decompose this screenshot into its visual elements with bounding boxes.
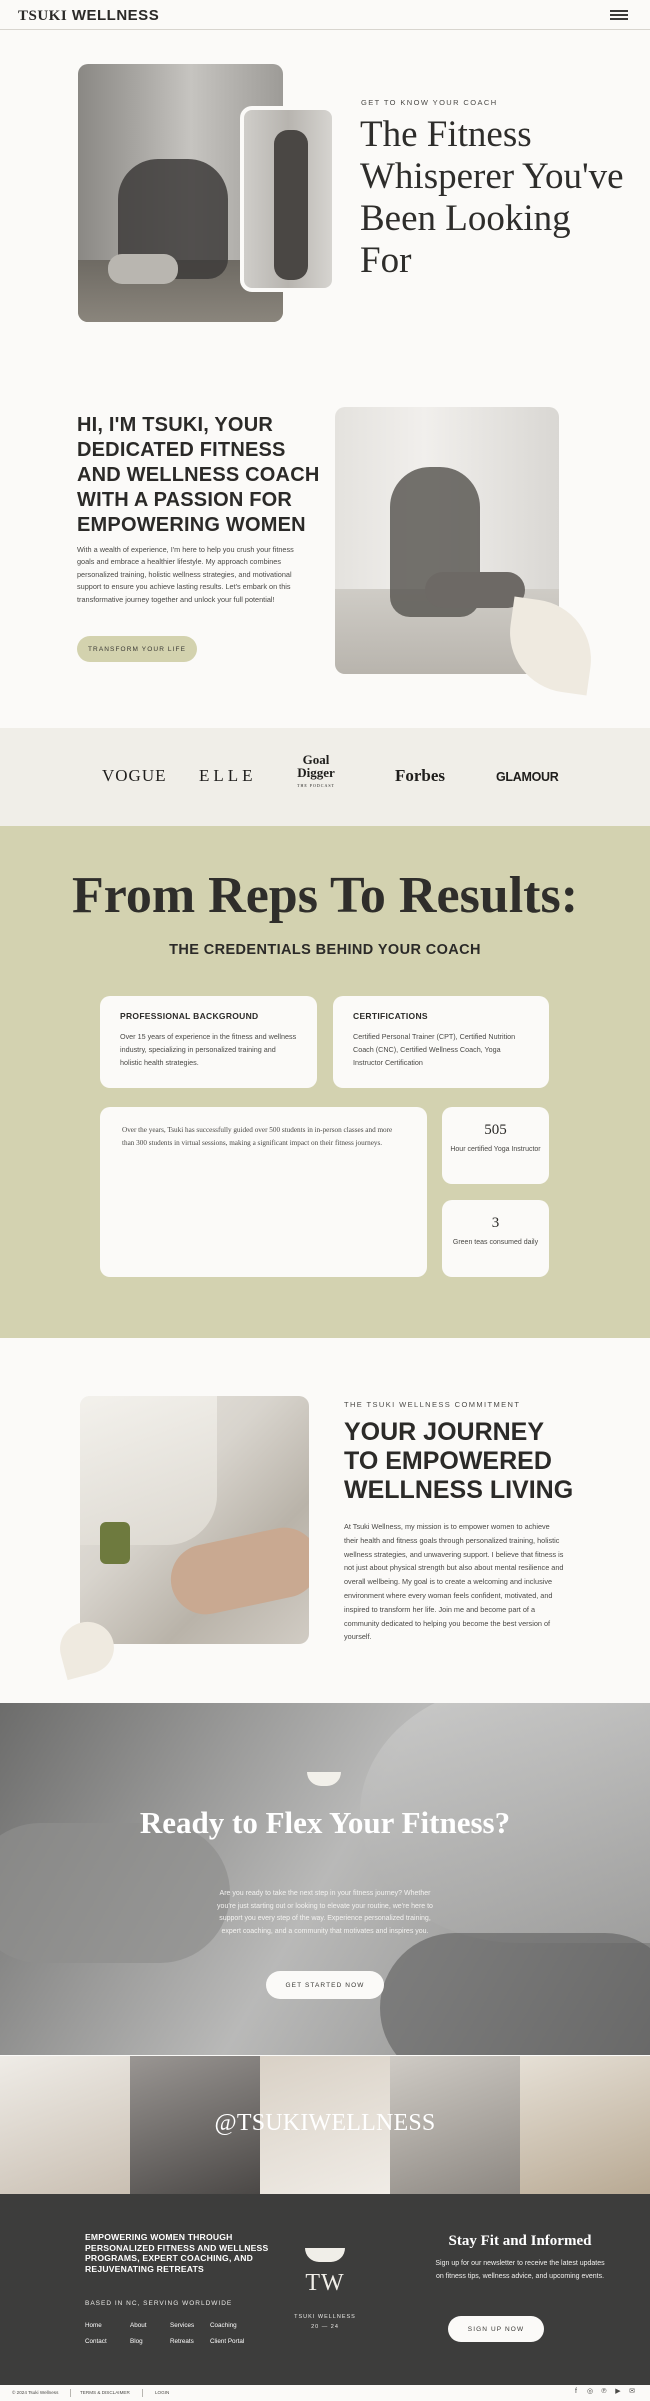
goal-digger-logo [297, 753, 335, 792]
stat-tea-number: 3 [491, 1215, 500, 1231]
intro-text: With a wealth of experience, I'm here to help you crush your fitness goals and embrace a healthier lifestyle. My approach combines personalized training, holistic wellness strategies, and motivational support to ensure you achieve lasting results. Let's embark on this transformative journey together and unlock your full potential! [77, 545, 294, 604]
footer-tagline: EMPOWERING WOMEN THROUGH PERSONALIZED FITNESS AND WELLNESS PROGRAMS, EXPERT COACHING, AND REJUVENATING RETREATS [85, 2232, 269, 2274]
login-link[interactable]: LOGIN [155, 2390, 170, 2395]
footer-links [85, 2322, 245, 2345]
stat-yoga-number: 505 [484, 1122, 507, 1138]
background-card-title: PROFESSIONAL BACKGROUND [120, 1011, 259, 1021]
newsletter-title: Stay Fit and Informed [448, 2233, 592, 2249]
leaf-shape-icon [502, 597, 598, 696]
certifications-card-text: Certified Personal Trainer (CPT), Certified Nutrition Coach (CNC), Certified Wellness Coach, Yoga Instructor Certification [353, 1032, 516, 1067]
monogram-label-line1: TSUKI WELLNESS [294, 2314, 356, 2320]
vogue-logo: VOGUE [102, 766, 167, 785]
intro-title: HI, I'M TSUKI, YOUR DEDICATED FITNESS AND WELLNESS COACH WITH A PASSION FOR EMPOWERING WOMEN [77, 414, 320, 536]
certifications-card-title: CERTIFICATIONS [353, 1011, 428, 1021]
commitment-title: YOUR JOURNEY TO EMPOWERED WELLNESS LIVING [344, 1418, 574, 1504]
stat-card-tea [442, 1200, 549, 1277]
pinterest-icon[interactable]: ℗ [601, 2388, 607, 2395]
elle-logo: ELLE [199, 766, 257, 785]
brand-word-1: TSUKI [18, 8, 68, 24]
footer-link-coaching[interactable]: Coaching [210, 2322, 237, 2329]
impact-quote: Over the years, Tsuki has successfully guided over 500 students in in-person classes and more than 300 students in virtual sessions, making a significant impact on their fitness journeys. [122, 1126, 393, 1147]
youtube-icon[interactable]: ▶ [615, 2388, 621, 2395]
newsletter-signup-button[interactable]: SIGN UP NOW [448, 2316, 544, 2342]
commitment-text: At Tsuki Wellness, my mission is to empower women to achieve their health and fitness goals through personalized training, holistic wellness strategies, and unwavering support. I believe that fitness is not just about physical strength but also about mental resilience and overall wellbeing. My goal is to create a welcoming and inclusive environment where every woman feels confident, motivated, and inspired to transform her life. Join me and become part of a community dedicated to helping you become the best version of yourself. [344, 1522, 564, 1642]
ready-text: Are you ready to take the next step in your fitness journey? Whether you're just starting out or looking to elevate your routine, we're here to support you every step of the way. Experience personalized training, expert coaching, and a community that motivates and inspires you. [217, 1890, 433, 1935]
newsletter-text: Sign up for our newsletter to receive the latest updates on fitness tips, wellness advice, and upcoming events. [435, 2260, 605, 2280]
stat-tea-label: Green teas consumed daily [452, 1239, 539, 1246]
hero-title: The Fitness Whisperer You've Been Looking For [360, 114, 624, 281]
goal-digger-line1: Goal [302, 752, 330, 767]
background-card [100, 996, 317, 1088]
commitment-eyebrow: THE TSUKI WELLNESS COMMITMENT [344, 1400, 521, 1409]
email-icon[interactable]: ✉ [629, 2388, 635, 2395]
footer-link-contact[interactable]: Contact [85, 2338, 107, 2345]
transform-life-button[interactable]: TRANSFORM YOUR LIFE [77, 636, 197, 662]
footer-link-blog[interactable]: Blog [130, 2338, 143, 2345]
copyright: © 2024 Tsuki Wellness [12, 2390, 59, 2395]
glamour-logo: GLAMOUR [496, 770, 559, 784]
top-nav [0, 0, 650, 30]
menu-icon[interactable] [610, 10, 628, 20]
forbes-logo: Forbes [395, 766, 446, 785]
ready-title: Ready to Flex Your Fitness? [139, 1805, 511, 1840]
footer-link-about[interactable]: About [130, 2322, 147, 2329]
footer-link-client-portal[interactable]: Client Portal [210, 2338, 245, 2345]
facebook-icon[interactable]: f [575, 2388, 577, 2395]
goal-digger-line2: Digger [297, 765, 335, 780]
monogram-label-line2: 20 — 24 [311, 2323, 339, 2330]
monogram-text: TW [305, 2270, 345, 2296]
credentials-title: From Reps To Results: [71, 867, 579, 924]
hero-eyebrow: GET TO KNOW YOUR COACH [361, 98, 498, 107]
brand-logo[interactable] [18, 7, 159, 25]
goal-digger-small: THE PODCAST [297, 783, 336, 788]
instagram-icon[interactable]: ◎ [586, 2388, 594, 2395]
certifications-card [333, 996, 549, 1088]
credentials-subtitle: THE CREDENTIALS BEHIND YOUR COACH [169, 942, 481, 958]
monogram-label [280, 2313, 370, 2332]
brand-word-2: WELLNESS [71, 7, 160, 24]
instagram-handle[interactable]: @TSUKIWELLNESS [214, 2110, 436, 2136]
footer-link-retreats[interactable]: Retreats [170, 2338, 194, 2345]
ready-section [0, 1703, 650, 2055]
get-started-button[interactable]: GET STARTED NOW [266, 1971, 384, 1999]
stat-yoga-label: Hour certified Yoga Instructor [450, 1146, 541, 1153]
footer-link-services[interactable]: Services [170, 2322, 195, 2329]
stat-card-yoga [442, 1107, 549, 1184]
terms-link[interactable]: TERMS & DISCLAIMER [80, 2390, 130, 2395]
hero-inset-photo [240, 106, 336, 292]
commitment-photo [80, 1396, 309, 1644]
press-band [0, 728, 650, 826]
bottom-bar [0, 2385, 650, 2401]
footer-location: BASED IN NC, SERVING WORLDWIDE [85, 2300, 233, 2307]
impact-card [100, 1107, 427, 1277]
footer-link-home[interactable]: Home [85, 2322, 102, 2329]
social-icons [572, 2388, 636, 2396]
footer-monogram [302, 2248, 348, 2297]
background-card-text: Over 15 years of experience in the fitness and wellness industry, specializing in personalized training and holistic health strategies. [120, 1032, 297, 1067]
moon-mark-icon [305, 2248, 345, 2262]
